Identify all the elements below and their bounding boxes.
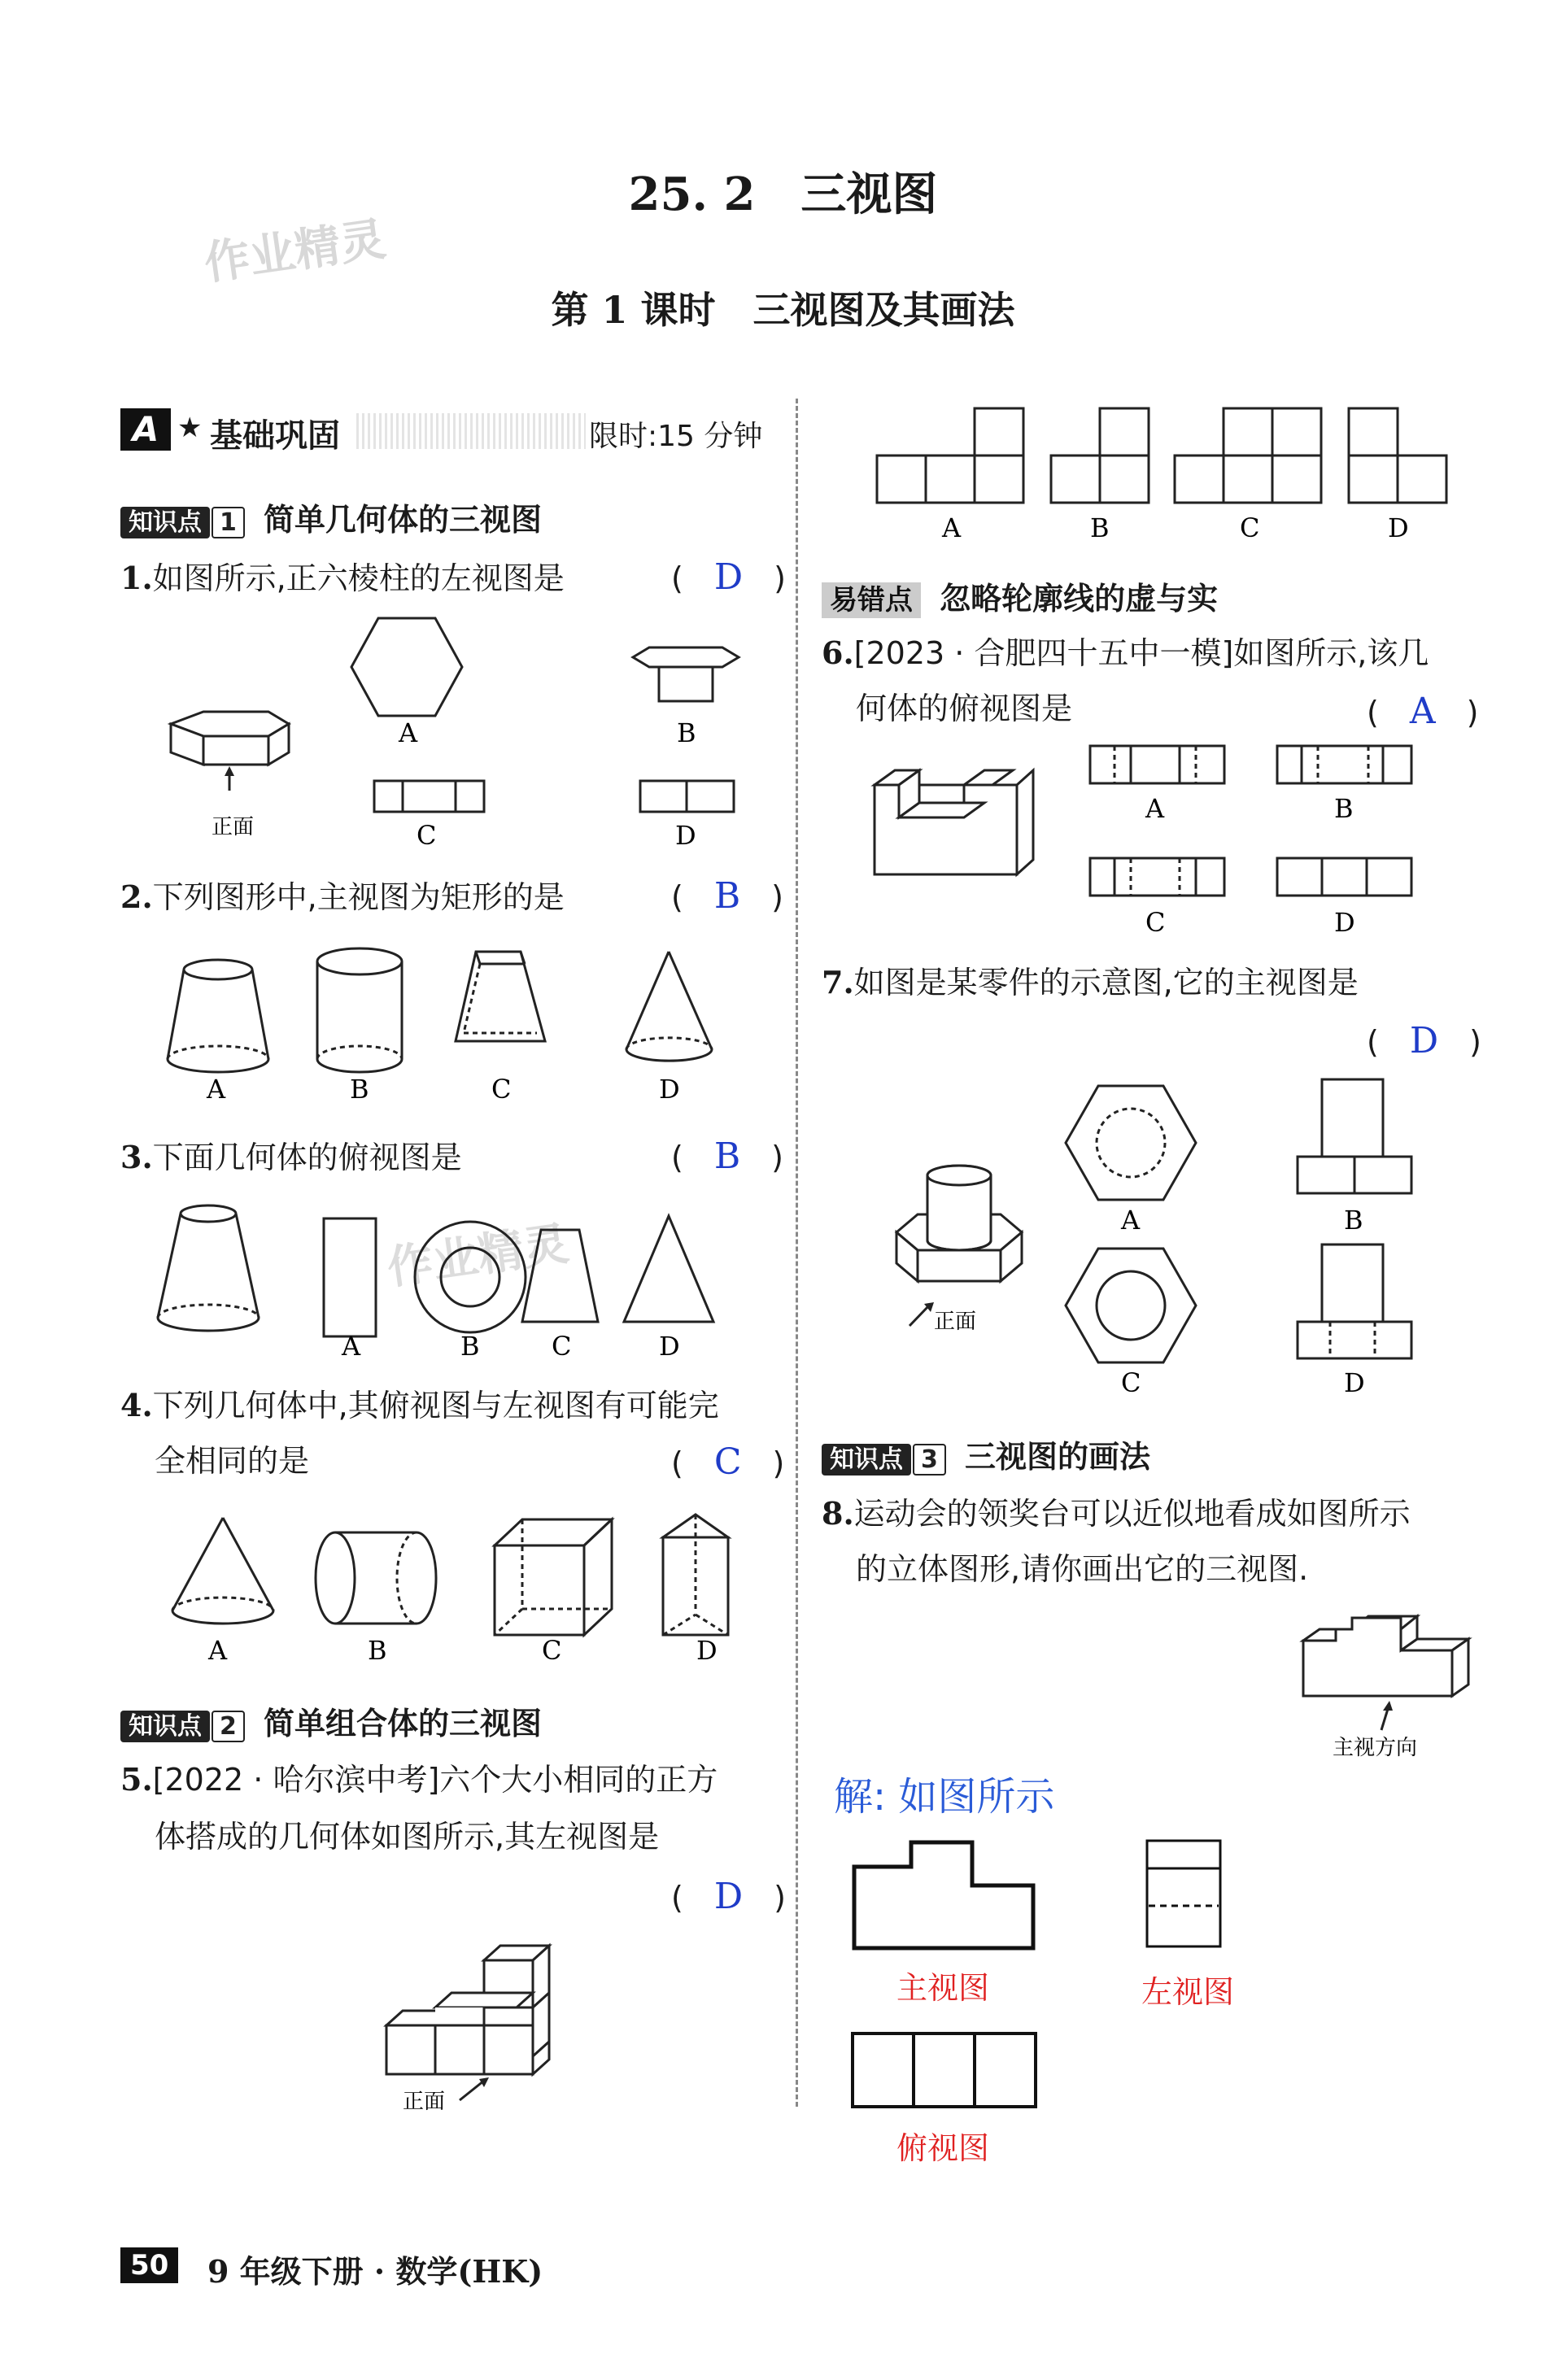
q5-answer: D: [713, 1876, 744, 1917]
q8-stem-1: 运动会的领奖台可以近似地看成如图所示: [853, 1496, 1411, 1532]
q1-answer-box: ( D ): [671, 556, 786, 598]
kp-number: 1: [212, 507, 245, 538]
q3-figures: [155, 1196, 773, 1367]
knowledge-point-2: [120, 1698, 542, 1743]
part-a-header: [120, 408, 771, 454]
q1-option-d: D: [675, 820, 696, 851]
q2-option-a: A: [207, 1074, 226, 1105]
q3-option-b: B: [460, 1331, 480, 1362]
q7-option-b: B: [1344, 1205, 1363, 1236]
err-title: 忽略轮廓线的虚与实: [940, 581, 1219, 617]
q3-answer-box: ( B ): [671, 1136, 783, 1177]
book-title: 9 年级下册 · 数学(HK): [207, 2253, 543, 2290]
q6-option-a: A: [1145, 793, 1165, 824]
front-view-shape: [854, 1842, 1033, 1948]
q2-option-c: C: [491, 1074, 512, 1105]
q4-answer: C: [713, 1441, 742, 1483]
part-a-title: 基础巩固: [210, 417, 340, 455]
q4-option-a: A: [208, 1635, 228, 1666]
q5-figure: [370, 1928, 582, 2115]
q4-text-2: 全相同的是: [155, 1443, 310, 1479]
q6-stem-1: [2023 · 合肥四十五中一模]如图所示,该几: [853, 635, 1429, 671]
q1-figures: [155, 602, 773, 851]
q1-option-d-shape: [640, 781, 734, 812]
q1-option-c-shape: [374, 781, 484, 812]
q1-number: 1.: [120, 560, 153, 596]
q4-answer-box: ( C ): [671, 1441, 785, 1483]
q8-number: 8.: [822, 1495, 854, 1532]
q1-option-b-shape: [633, 647, 739, 701]
q1-front-label: 正面: [212, 815, 255, 839]
q2-answer-box: ( B ): [671, 875, 783, 917]
q5-option-c: C: [1240, 512, 1260, 543]
err-badge: 易错点: [822, 582, 921, 618]
q3-answer: B: [713, 1136, 741, 1177]
q8-text: [822, 1493, 1411, 1535]
q7-answer-box: ( D ): [1367, 1020, 1481, 1061]
q4-number: 4.: [120, 1387, 153, 1423]
q1-stem: 如图所示,正六棱柱的左视图是: [152, 560, 565, 596]
q5-number: 5.: [120, 1761, 153, 1798]
q6-figures: [870, 736, 1456, 939]
kp-title: 简单几何体的三视图: [263, 502, 542, 538]
q6-number: 6.: [822, 634, 854, 671]
kp3-number: 3: [913, 1444, 946, 1476]
kp2-title: 简单组合体的三视图: [263, 1706, 542, 1741]
top-view-label: 俯视图: [896, 2130, 990, 2166]
kp3-badge: 知识点: [822, 1444, 911, 1476]
q4-figures: [155, 1513, 773, 1676]
q5-text: [120, 1759, 718, 1801]
knowledge-point-1: [120, 495, 542, 539]
left-view-shape: [1147, 1841, 1220, 1946]
column-divider: [796, 399, 798, 2107]
q3-number: 3.: [120, 1139, 153, 1175]
q3-option-c: C: [552, 1331, 572, 1362]
q1-option-c: C: [417, 820, 437, 851]
kp2-badge: 知识点: [120, 1711, 210, 1742]
page-number: 50: [120, 2247, 178, 2283]
q6-option-b: B: [1334, 793, 1354, 824]
q6-text: [822, 632, 1429, 674]
q7-text: [822, 961, 1359, 1004]
top-view-shape: [853, 2033, 1036, 2107]
q7-number: 7.: [822, 964, 854, 1000]
q5-options: [877, 407, 1463, 545]
front-view-label: 主视图: [896, 1970, 990, 2006]
q1-option-b: B: [677, 717, 696, 748]
q2-option-b: B: [350, 1074, 369, 1105]
kp2-number: 2: [212, 1711, 245, 1742]
q5-front-label: 正面: [403, 2090, 446, 2114]
q1-option-a: A: [399, 717, 418, 748]
q1-option-a-shape: [351, 618, 462, 716]
q4-option-c: C: [542, 1635, 562, 1666]
hex-prism: [171, 712, 289, 765]
solution-text: 解: 如图所示: [834, 1774, 1055, 1820]
watermark: 作业精灵: [201, 212, 390, 291]
lesson-title: 第 1 课时 三视图及其画法: [551, 288, 1015, 332]
q4-text: [120, 1384, 719, 1427]
q8-figure: [1302, 1606, 1481, 1769]
q8-text-2: 的立体图形,请你画出它的三视图.: [856, 1551, 1309, 1587]
q7-answer: D: [1409, 1020, 1439, 1061]
q8-direction-label: 主视方向: [1333, 1736, 1418, 1760]
q5-option-d: D: [1388, 512, 1409, 543]
error-point: [822, 573, 1218, 618]
q2-answer: B: [713, 875, 741, 917]
q7-front-label: 正面: [934, 1310, 977, 1334]
q2-number: 2.: [120, 878, 153, 915]
q7-option-d: D: [1344, 1367, 1365, 1398]
q7-stem: 如图是某零件的示意图,它的主视图是: [853, 965, 1359, 1000]
q2-figures: [155, 944, 773, 1106]
part-a-badge: A: [120, 408, 171, 451]
q5-option-b: B: [1090, 512, 1110, 543]
q2-text: [120, 876, 565, 918]
watermark-2: 作业精灵: [384, 1217, 573, 1296]
q5-option-a: A: [942, 512, 962, 543]
q6-answer-box: ( A ): [1367, 691, 1479, 732]
q3-stem: 下面几何体的俯视图是: [152, 1140, 462, 1175]
q1-answer: D: [713, 556, 744, 598]
q6-answer: A: [1409, 691, 1436, 732]
q3-option-d: D: [659, 1331, 680, 1362]
q4-stem-1: 下列几何体中,其俯视图与左视图有可能完: [152, 1388, 719, 1423]
q5-stem-1: [2022 · 哈尔滨中考]六个大小相同的正方: [152, 1762, 718, 1798]
q5-text-2: 体搭成的几何体如图所示,其左视图是: [155, 1819, 660, 1855]
q6-option-d: D: [1334, 907, 1355, 938]
q7-option-c: C: [1121, 1367, 1141, 1398]
q2-option-d: D: [659, 1074, 680, 1105]
part-a-time: 限时:15 分钟: [586, 413, 766, 455]
kp-badge: 知识点: [120, 507, 210, 538]
q7-option-a: A: [1121, 1205, 1141, 1236]
star-icon: ★: [177, 412, 203, 444]
knowledge-point-3: [822, 1432, 1150, 1476]
q7-figures: [895, 1078, 1448, 1403]
kp3-title: 三视图的画法: [964, 1439, 1150, 1475]
q3-text: [120, 1136, 462, 1179]
q6-option-c: C: [1145, 907, 1166, 938]
q1-text: [120, 557, 565, 599]
q4-option-b: B: [368, 1635, 387, 1666]
q6-text-2: 何体的俯视图是: [856, 691, 1073, 726]
q2-stem: 下列图形中,主视图为矩形的是: [152, 879, 565, 915]
q3-option-a: A: [342, 1331, 361, 1362]
left-view-label: 左视图: [1141, 1974, 1235, 2010]
q5-answer-box: ( D ): [671, 1876, 786, 1917]
q4-option-d: D: [696, 1635, 718, 1666]
section-title: 25. 2 三视图: [628, 168, 938, 221]
